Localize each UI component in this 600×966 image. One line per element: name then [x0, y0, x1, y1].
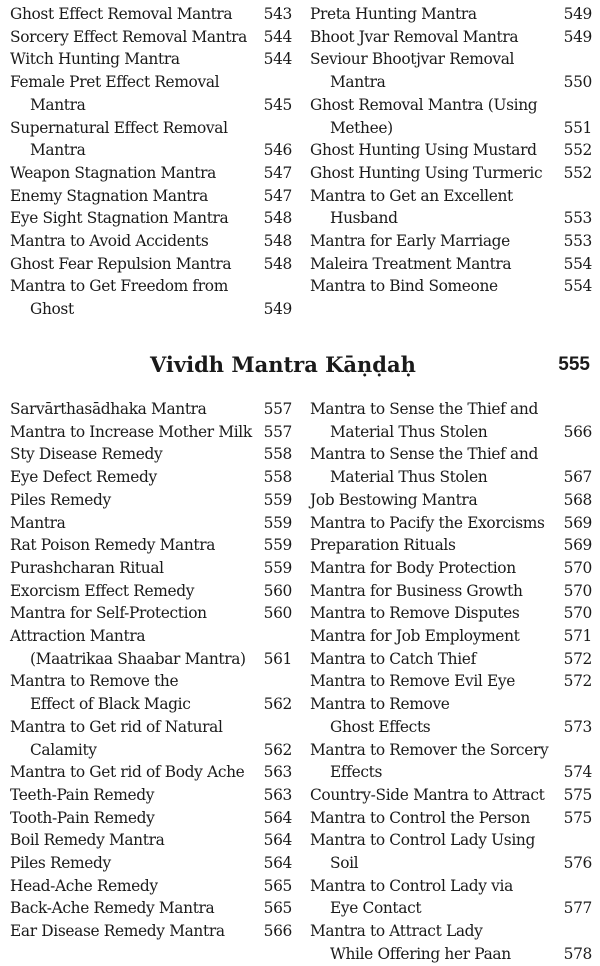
toc-entry-title: [10, 398, 292, 421]
toc-entry-title-line: Sarvārthasādhaka Mantra: [10, 400, 207, 418]
toc-entry-title: [310, 580, 592, 603]
toc-entry-title: [310, 784, 592, 807]
toc-entry-title-line: Mantra to Avoid Accidents: [10, 232, 209, 251]
toc-entry-title-line: Ghost Fear Repulsion Mantra: [10, 254, 232, 273]
toc-entry-title-line: Mantra to Catch Thief: [310, 649, 476, 668]
toc-entry-page-number: 566: [563, 422, 592, 441]
toc-entry-title: [10, 185, 292, 208]
toc-entry-title-line: Head-Ache Remedy: [10, 876, 158, 895]
toc-entry: [10, 716, 292, 761]
toc-entry-title-line: Mantra to Attract Lady: [310, 922, 483, 941]
toc-entry-title-line: Mantra to Control Lady Using: [310, 831, 535, 850]
toc-entry-title-line: Exorcism Effect Remedy: [10, 581, 195, 600]
toc-entry-title-line: Mantra to Control the Person: [310, 808, 530, 827]
toc-entry-page-number: 565: [263, 876, 292, 895]
toc-entry-title-line: Mantra for Job Employment: [310, 627, 520, 646]
toc-entry-title: [310, 3, 592, 26]
toc-entry-title-line: Mantra to Sense the Thief and: [310, 445, 538, 464]
toc-entry-page-number: 544: [263, 27, 292, 46]
toc-entry-title-line: Seviour Bhootjvar Removal: [310, 50, 515, 69]
toc-entry-page-number: 553: [563, 232, 592, 251]
toc-entry-title: [310, 557, 592, 580]
toc-entry-title: [10, 421, 292, 444]
toc-entry-title-continuation: Mantra: [330, 73, 386, 92]
toc-entry: [10, 3, 292, 26]
toc-entry-page-number: 574: [563, 763, 592, 782]
toc-entry: [310, 625, 592, 648]
toc-entry-title-continuation: Ghost Effects: [330, 717, 431, 736]
toc-entry-title: [10, 117, 292, 162]
toc-entry-title-line: Sty Disease Remedy: [10, 445, 163, 464]
toc-entry-title: [10, 489, 292, 512]
toc-entry: [310, 48, 592, 93]
toc-entry-title-line: Mantra to Remove: [310, 695, 450, 714]
toc-entry: [10, 48, 292, 71]
toc-entry-title-line: Purashcharan Ritual: [10, 558, 164, 577]
toc-entry: [310, 920, 592, 965]
toc-entry-page-number: 572: [563, 649, 592, 668]
toc-entry-title-line: Bhoot Jvar Removal Mantra: [310, 27, 519, 46]
toc-entry-title: [310, 807, 592, 830]
toc-entry-page-number: 558: [263, 468, 292, 487]
toc-entry-title-line: Mantra to Control Lady via: [310, 876, 513, 895]
toc-entry-title-line: Preta Hunting Mantra: [310, 5, 477, 23]
toc-entry: [310, 512, 592, 535]
toc-bottom-right-column: [310, 398, 592, 966]
toc-entry-page-number: 557: [263, 400, 292, 418]
toc-entry-page-number: 564: [263, 831, 292, 850]
toc-entry: [10, 185, 292, 208]
toc-entry: [10, 26, 292, 49]
toc-entry-page-number: 570: [563, 581, 592, 600]
toc-entry-page-number: 564: [263, 854, 292, 873]
toc-entry-title: [310, 26, 592, 49]
toc-entry-title-line: Ghost Hunting Using Mustard: [310, 141, 537, 160]
toc-entry-page-number: 577: [563, 899, 592, 918]
toc-entry-title: [10, 26, 292, 49]
toc-entry-page-number: 569: [563, 536, 592, 555]
toc-bottom-left-column: [10, 398, 292, 943]
toc-entry-title: [310, 398, 592, 443]
toc-entry-page-number: 562: [263, 740, 292, 759]
toc-entry-title-continuation: Material Thus Stolen: [330, 468, 488, 487]
toc-entry: [10, 443, 292, 466]
toc-entry-title: [310, 625, 592, 648]
toc-entry-page-number: 544: [263, 50, 292, 69]
toc-entry-page-number: 566: [263, 922, 292, 941]
toc-entry-title-line: Mantra to Bind Someone: [310, 277, 498, 296]
toc-entry-page-number: 554: [563, 277, 592, 296]
toc-entry-title-continuation: Effects: [330, 763, 382, 782]
toc-entry: [10, 557, 292, 580]
toc-entry-title: [10, 275, 292, 320]
toc-entry-title-continuation: Mantra: [30, 95, 86, 114]
toc-entry-title: [10, 897, 292, 920]
toc-entry-title-line: Mantra to Pacify the Exorcisms: [310, 513, 545, 532]
toc-top-left-column: [10, 3, 292, 321]
toc-entry-title-line: Teeth-Pain Remedy: [10, 785, 155, 804]
toc-entry-title-continuation: Mantra: [30, 141, 86, 160]
toc-entry: [310, 829, 592, 874]
toc-entry-page-number: 549: [263, 300, 292, 319]
toc-entry-title: [10, 875, 292, 898]
toc-entry-page-number: 547: [263, 186, 292, 205]
toc-entry-page-number: 559: [263, 536, 292, 555]
toc-entry: [310, 807, 592, 830]
toc-entry: [10, 275, 292, 320]
toc-entry-title-line: Eye Sight Stagnation Mantra: [10, 209, 229, 228]
toc-entry-page-number: 567: [563, 468, 592, 487]
toc-entry-title: [310, 230, 592, 253]
toc-entry: [10, 580, 292, 603]
toc-entry-title: [10, 3, 292, 26]
toc-entry-page-number: 560: [263, 604, 292, 623]
toc-entry-title: [310, 253, 592, 276]
toc-entry-title: [10, 784, 292, 807]
toc-entry-page-number: 559: [263, 490, 292, 509]
toc-entry: [310, 489, 592, 512]
toc-entry: [310, 139, 592, 162]
toc-entry-title: [10, 852, 292, 875]
toc-entry-page-number: 575: [563, 785, 592, 804]
toc-entry-title-line: Female Pret Effect Removal: [10, 73, 220, 92]
toc-entry-title-line: Ghost Effect Removal Mantra: [10, 5, 233, 23]
toc-entry-title-continuation: Ghost: [30, 300, 74, 319]
toc-entry-title-line: Mantra to Get rid of Natural: [10, 717, 223, 736]
toc-entry-title: [10, 71, 292, 116]
toc-entry-title: [310, 602, 592, 625]
toc-entry: [10, 253, 292, 276]
toc-entry: [10, 207, 292, 230]
toc-entry: [310, 693, 592, 738]
toc-entry: [10, 897, 292, 920]
toc-entry-page-number: 559: [263, 558, 292, 577]
toc-entry: [10, 71, 292, 116]
toc-entry-title: [310, 489, 592, 512]
toc-entry-title: [10, 230, 292, 253]
toc-entry: [10, 489, 292, 512]
toc-entry: [10, 875, 292, 898]
toc-entry: [310, 398, 592, 443]
toc-entry-title: [10, 207, 292, 230]
toc-entry-page-number: 548: [263, 232, 292, 251]
section-title: Vividh Mantra Kāṇḍaḥ: [150, 352, 416, 377]
toc-entry-title-line: Piles Remedy: [10, 854, 111, 873]
toc-entry-page-number: 576: [563, 854, 592, 873]
toc-entry-page-number: 549: [563, 5, 592, 23]
toc-entry: [10, 534, 292, 557]
toc-entry-title: [10, 625, 292, 670]
toc-entry-title-line: Job Bestowing Mantra: [310, 490, 478, 509]
toc-entry: [310, 443, 592, 488]
toc-entry-page-number: 558: [263, 445, 292, 464]
toc-entry: [10, 784, 292, 807]
toc-entry-page-number: 573: [563, 717, 592, 736]
toc-entry: [10, 466, 292, 489]
toc-entry-title-continuation: Effect of Black Magic: [30, 695, 191, 714]
toc-entry: [310, 94, 592, 139]
toc-entry-title-line: Mantra to Remove Evil Eye: [310, 672, 516, 691]
toc-entry-title-line: Eye Defect Remedy: [10, 468, 157, 487]
toc-entry-page-number: 543: [263, 5, 292, 23]
toc-entry-title: [310, 875, 592, 920]
toc-entry-title: [10, 48, 292, 71]
toc-entry: [10, 512, 292, 535]
toc-entry: [310, 602, 592, 625]
toc-entry: [10, 162, 292, 185]
toc-entry-title-continuation: (Maatrikaa Shaabar Mantra): [30, 649, 246, 668]
toc-entry: [10, 807, 292, 830]
toc-entry-title-line: Attraction Mantra: [10, 627, 146, 646]
toc-entry-title: [10, 761, 292, 784]
toc-entry-title-line: Mantra to Get an Excellent: [310, 186, 513, 205]
toc-entry-title-line: Maleira Treatment Mantra: [310, 254, 512, 273]
toc-entry-title-line: Ear Disease Remedy Mantra: [10, 922, 225, 941]
toc-entry-title-line: Mantra to Increase Mother Milk: [10, 422, 252, 441]
toc-entry-title-continuation: Eye Contact: [330, 899, 422, 918]
toc-entry-title: [10, 162, 292, 185]
toc-entry-title: [310, 185, 592, 230]
toc-entry: [310, 26, 592, 49]
toc-entry-title-line: Mantra to Remove the: [10, 672, 179, 691]
toc-entry-title: [10, 829, 292, 852]
toc-entry-page-number: 546: [263, 141, 292, 160]
toc-entry-title-line: Ghost Hunting Using Turmeric: [310, 163, 543, 182]
toc-entry: [10, 920, 292, 943]
toc-entry-title-continuation: Material Thus Stolen: [330, 422, 488, 441]
toc-entry-page-number: 550: [563, 73, 592, 92]
toc-entry-title: [310, 162, 592, 185]
toc-entry-page-number: 578: [563, 944, 592, 963]
toc-entry-page-number: 570: [563, 558, 592, 577]
toc-entry-page-number: 554: [563, 254, 592, 273]
toc-entry-page-number: 570: [563, 604, 592, 623]
toc-entry: [310, 670, 592, 693]
toc-entry-title: [10, 443, 292, 466]
toc-entry-page-number: 548: [263, 254, 292, 273]
toc-entry-page-number: 562: [263, 695, 292, 714]
toc-entry-page-number: 560: [263, 581, 292, 600]
toc-entry-page-number: 552: [563, 163, 592, 182]
toc-entry: [310, 784, 592, 807]
toc-entry-page-number: 572: [563, 672, 592, 691]
toc-entry-page-number: 561: [263, 649, 292, 668]
toc-entry-title: [10, 580, 292, 603]
toc-entry: [10, 398, 292, 421]
toc-entry-title: [10, 557, 292, 580]
toc-entry-page-number: 565: [263, 899, 292, 918]
toc-entry-title: [10, 512, 292, 535]
toc-entry: [10, 117, 292, 162]
section-page-number: 555: [558, 354, 590, 375]
toc-entry-page-number: 575: [563, 808, 592, 827]
toc-entry-title-line: Sorcery Effect Removal Mantra: [10, 27, 247, 46]
toc-entry-title-line: Rat Poison Remedy Mantra: [10, 536, 216, 555]
toc-entry: [310, 580, 592, 603]
toc-entry-title: [310, 512, 592, 535]
toc-entry: [310, 3, 592, 26]
section-heading: [0, 352, 600, 388]
toc-entry-page-number: 545: [263, 95, 292, 114]
toc-entry-page-number: 557: [263, 422, 292, 441]
toc-entry-title: [10, 534, 292, 557]
toc-entry-title-line: Mantra for Business Growth: [310, 581, 523, 600]
toc-entry-title-line: Back-Ache Remedy Mantra: [10, 899, 215, 918]
toc-entry-title-line: Mantra to Get Freedom from: [10, 277, 228, 296]
toc-entry-title-line: Mantra for Self-Protection: [10, 604, 207, 623]
toc-entry-title-line: Country-Side Mantra to Attract: [310, 785, 545, 804]
toc-entry-page-number: 568: [563, 490, 592, 509]
toc-entry-title-line: Enemy Stagnation Mantra: [10, 186, 208, 205]
toc-entry-title-line: Tooth-Pain Remedy: [10, 808, 155, 827]
toc-entry-title-line: Piles Remedy: [10, 490, 111, 509]
toc-entry-title: [310, 139, 592, 162]
toc-entry-title: [10, 670, 292, 715]
toc-entry-title-line: Mantra to Remover the Sorcery: [310, 740, 549, 759]
toc-entry-title: [310, 94, 592, 139]
toc-entry-title-line: Weapon Stagnation Mantra: [10, 163, 216, 182]
toc-entry-title-continuation: Calamity: [30, 740, 97, 759]
toc-entry: [310, 275, 592, 298]
toc-entry: [310, 557, 592, 580]
toc-entry: [310, 875, 592, 920]
toc-entry-title: [310, 48, 592, 93]
toc-entry-title: [310, 829, 592, 874]
toc-entry-title: [10, 253, 292, 276]
toc-entry: [310, 230, 592, 253]
toc-entry-title-continuation: Husband: [330, 209, 398, 228]
toc-entry-title: [10, 807, 292, 830]
toc-entry-title-line: Witch Hunting Mantra: [10, 50, 180, 69]
toc-entry-title: [310, 275, 592, 298]
toc-entry-page-number: 552: [563, 141, 592, 160]
toc-entry-title: [310, 534, 592, 557]
toc-entry: [10, 625, 292, 670]
toc-entry-title-continuation: While Offering her Paan: [330, 944, 511, 963]
toc-entry-title-line: Supernatural Effect Removal: [10, 118, 228, 137]
toc-entry-title-line: Mantra to Remove Disputes: [310, 604, 520, 623]
toc-entry: [10, 761, 292, 784]
toc-entry-title: [310, 648, 592, 671]
toc-entry: [310, 739, 592, 784]
toc-entry-title-line: Ghost Removal Mantra (Using: [310, 95, 538, 114]
toc-entry-page-number: 564: [263, 808, 292, 827]
toc-entry: [10, 829, 292, 852]
toc-entry-page-number: 559: [263, 513, 292, 532]
toc-entry-title: [310, 443, 592, 488]
toc-entry-title: [10, 466, 292, 489]
toc-entry-title: [310, 739, 592, 784]
toc-entry-page-number: 549: [563, 27, 592, 46]
toc-entry-title: [10, 920, 292, 943]
toc-entry-title-line: Mantra for Body Protection: [310, 558, 516, 577]
toc-entry-title-line: Mantra to Sense the Thief and: [310, 400, 538, 418]
toc-entry-page-number: 571: [563, 627, 592, 646]
toc-entry-title: [310, 920, 592, 965]
toc-entry-title-line: Mantra to Get rid of Body Ache: [10, 763, 245, 782]
toc-entry-title: [310, 693, 592, 738]
toc-entry: [10, 421, 292, 444]
toc-entry-page-number: 551: [563, 118, 592, 137]
toc-entry: [310, 534, 592, 557]
toc-entry-page-number: 547: [263, 163, 292, 182]
toc-entry-title-line: Mantra for Early Marriage: [310, 232, 510, 251]
toc-entry-title-line: Mantra: [10, 513, 66, 532]
toc-entry-title-line: Preparation Rituals: [310, 536, 456, 555]
toc-entry: [10, 852, 292, 875]
toc-entry: [310, 253, 592, 276]
toc-entry-page-number: 548: [263, 209, 292, 228]
toc-entry: [10, 602, 292, 625]
toc-entry-page-number: 563: [263, 763, 292, 782]
toc-entry-title-continuation: Methee): [330, 118, 393, 137]
toc-entry: [310, 162, 592, 185]
toc-top-right-column: [310, 3, 592, 298]
toc-entry-page-number: 563: [263, 785, 292, 804]
toc-entry: [10, 670, 292, 715]
toc-entry-title-continuation: Soil: [330, 854, 359, 873]
toc-entry-page-number: 553: [563, 209, 592, 228]
toc-entry-page-number: 569: [563, 513, 592, 532]
toc-entry: [310, 185, 592, 230]
toc-entry-title: [310, 670, 592, 693]
toc-entry-title: [10, 602, 292, 625]
toc-entry: [310, 648, 592, 671]
toc-entry: [10, 230, 292, 253]
toc-entry-title: [10, 716, 292, 761]
toc-entry-title-line: Boil Remedy Mantra: [10, 831, 165, 850]
